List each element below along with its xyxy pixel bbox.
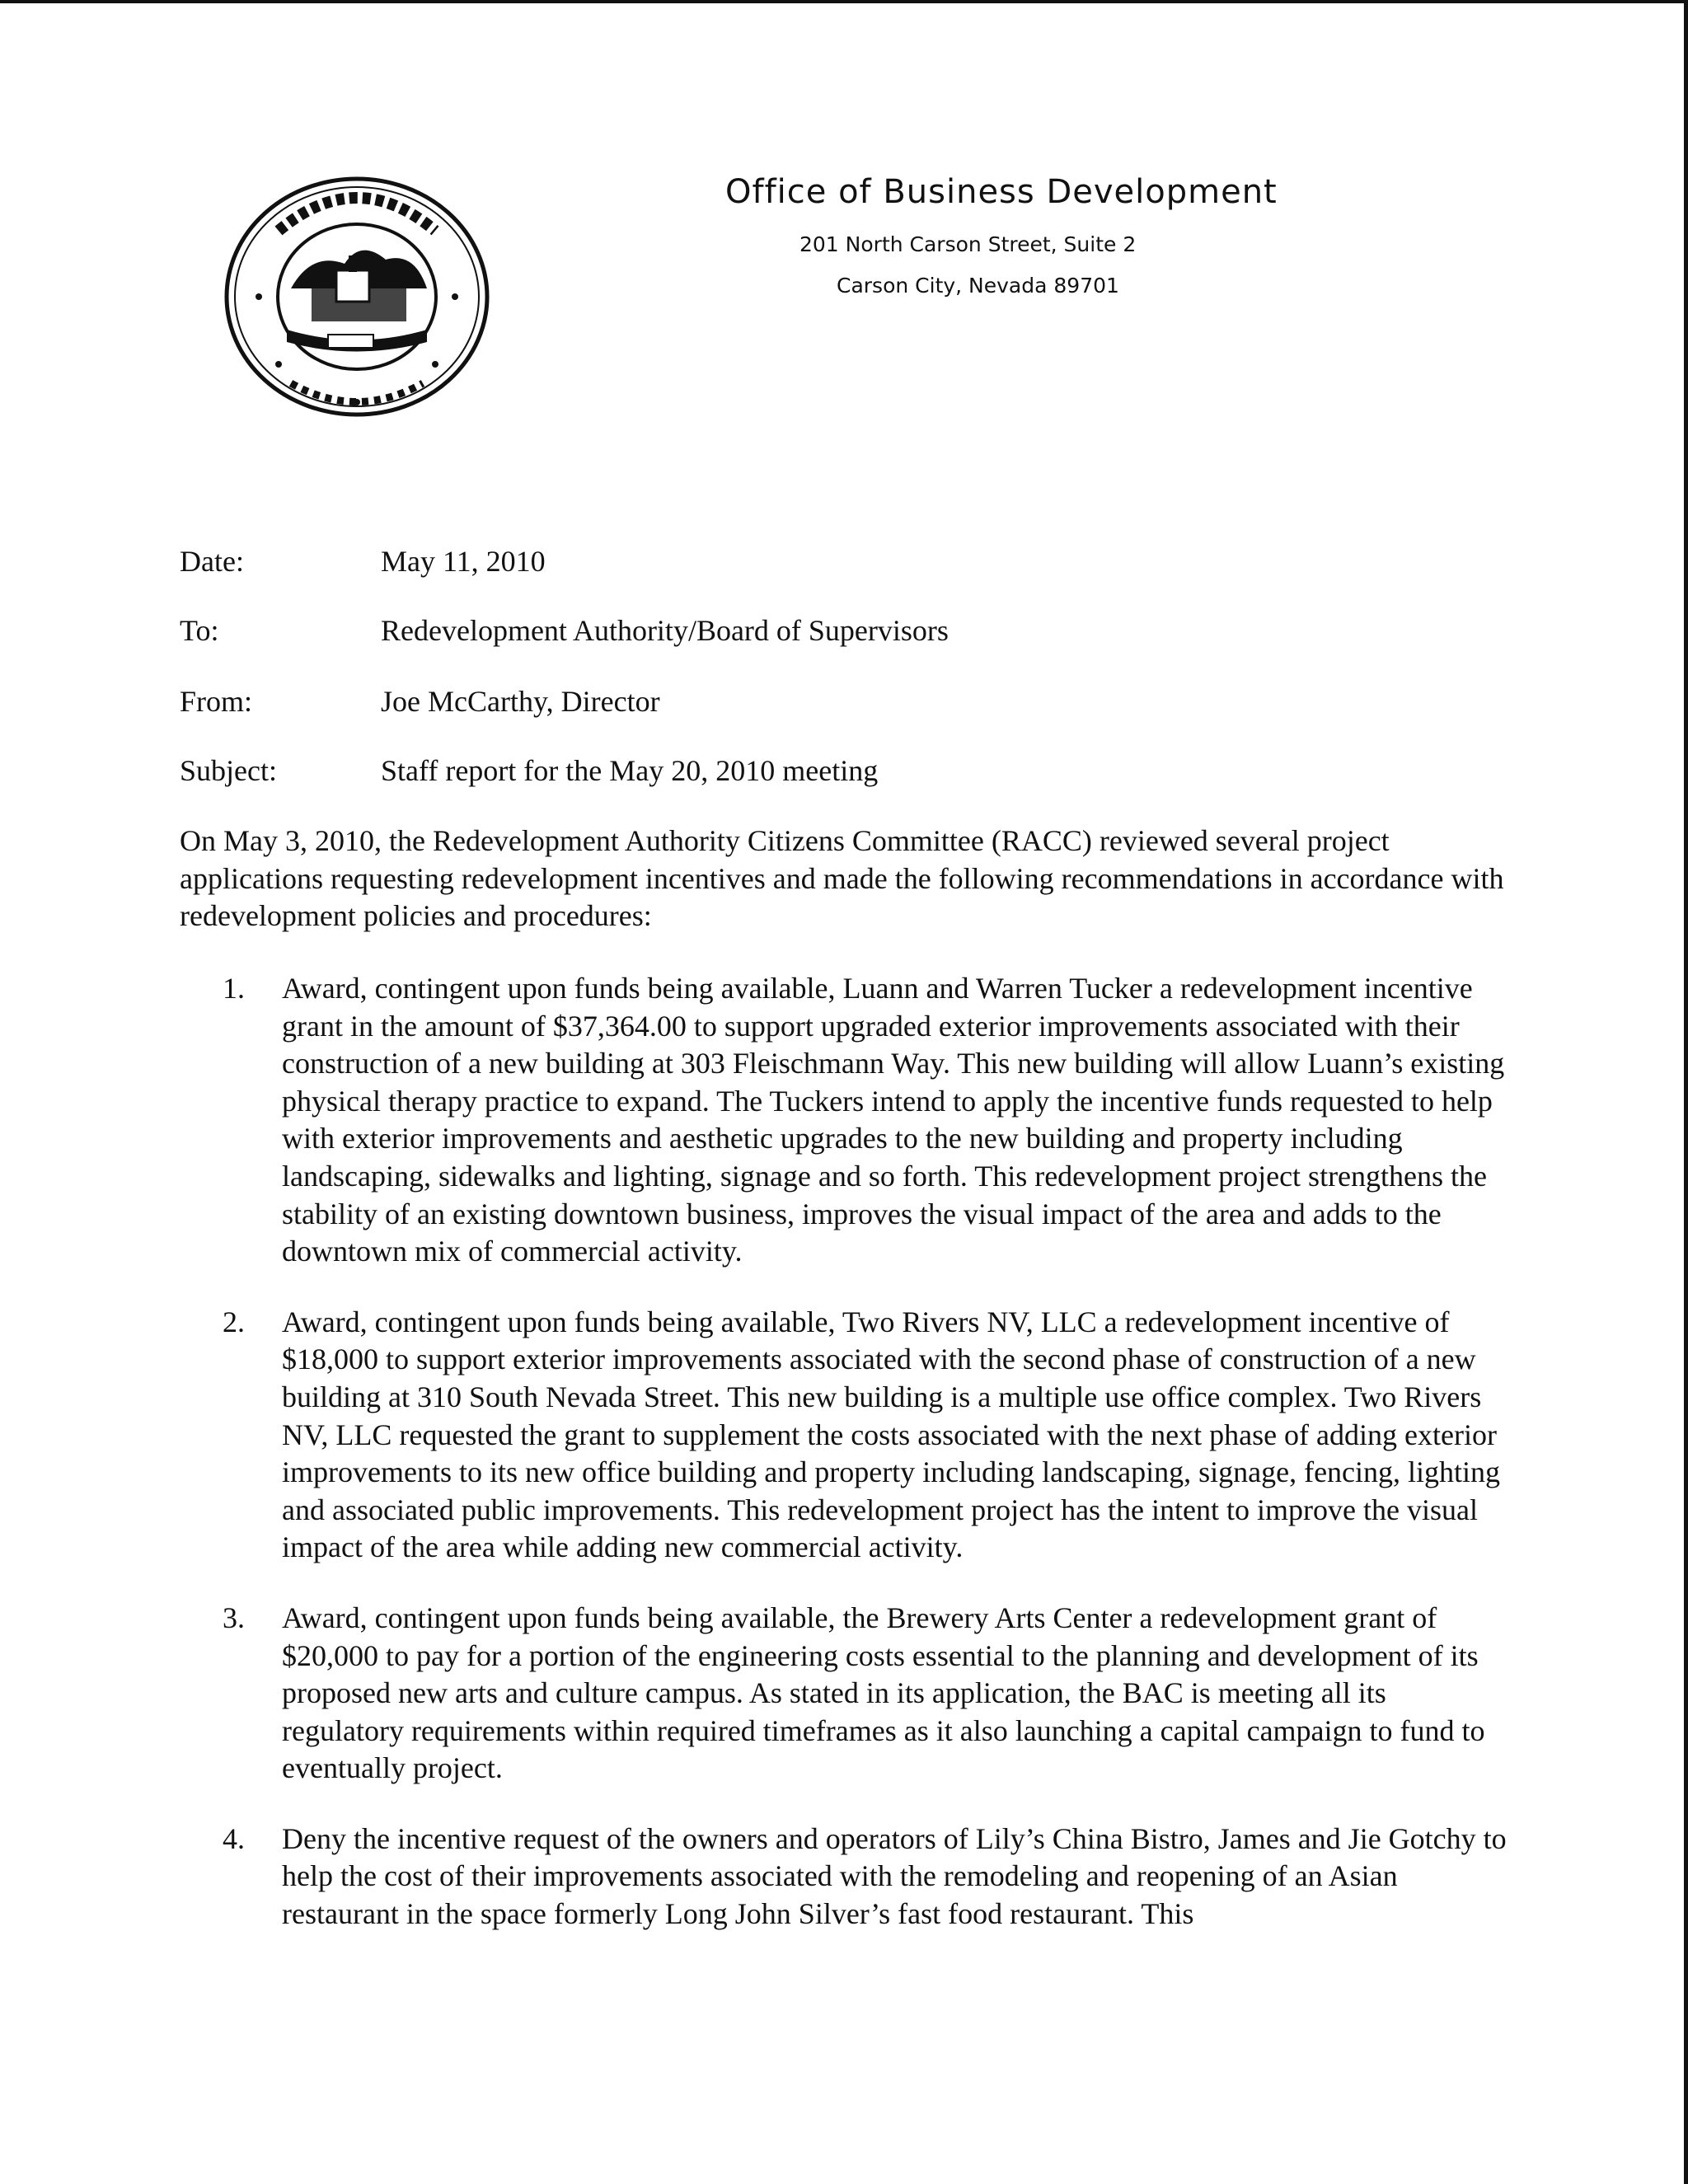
memo-subject-label: Subject:	[180, 754, 277, 787]
list-item-text: Award, contingent upon funds being available, the Brewery Arts Center a redevelopment grant of $20,000 to pay for a portion of the engineering costs essential to the planning and development of its proposed new arts and culture campus. As stated in its application, the BAC is meeting all its regulatory requirements within required timeframes as it also launching a capital campaign to fund to eventually project.	[282, 1601, 1485, 1785]
list-item	[223, 1304, 1508, 1567]
list-item-text: Deny the incentive request of the owners and operators of Lily’s China Bistro, James and Jie Gotchy to help the cost of their improvements associated with the remodeling and reopening of an Asian restaurant in the space formerly Long John Silver’s fast food restaurant. This	[282, 1821, 1507, 1931]
list-item	[223, 1600, 1508, 1788]
address-line-1: 201 North Carson Street, Suite 2	[799, 232, 1137, 256]
memo-date-label: Date:	[180, 545, 244, 578]
memo-to-value: Redevelopment Authority/Board of Supervisors	[381, 614, 949, 647]
list-item-number: 2.	[223, 1305, 245, 1338]
list-item	[223, 970, 1508, 1271]
list-item-text: Award, contingent upon funds being available, Luann and Warren Tucker a redevelopment incentive grant in the amount of $37,364.00 to support upgraded exterior improvements associated with their construction of a new building at 303 Fleischmann Way. This new building will allow Luann’s existing physical therapy practice to expand. The Tuckers intend to apply the incentive funds requested to help with exterior improvements and aesthetic upgrades to the new building and property including landscaping, sidewalks and lighting, signage and so forth. This redevelopment project strengthens the stability of an existing downtown business, improves the visual impact of the area and adds to the downtown mix of commercial activity.	[282, 972, 1505, 1268]
list-item-number: 4.	[223, 1821, 245, 1855]
memo-from-value: Joe McCarthy, Director	[381, 685, 660, 718]
memo-subject-value: Staff report for the May 20, 2010 meeting	[381, 754, 879, 787]
recommendations-list	[223, 970, 1508, 1933]
scan-border-top	[0, 0, 1688, 3]
memo-from-label: From:	[180, 685, 253, 718]
list-item-text: Award, contingent upon funds being available, Two Rivers NV, LLC a redevelopment incentive of $18,000 to support exterior improvements associated with the second phase of construction of a new building at 310 South Nevada Street. This new building is a multiple use office complex. Two Rivers NV, LLC requested the grant to supplement the costs associated with the next phase of adding exterior improvements to its new office building and property including landscaping, signage, fencing, lighting and associated public improvements. This redevelopment project has the intent to improve the visual impact of the area while adding new commercial activity.	[282, 1305, 1501, 1564]
address-line-2: Carson City, Nevada 89701	[837, 274, 1119, 298]
list-item-number: 3.	[223, 1601, 245, 1634]
memo-to-label: To:	[180, 614, 219, 647]
intro-paragraph: On May 3, 2010, the Redevelopment Authority Citizens Committee (RACC) reviewed several project applications requesting redevelopment incentives and made the following recommendations in accordance with redevelopment policies and procedures:	[180, 824, 1504, 932]
office-name: Office of Business Development	[725, 173, 1278, 211]
list-item-number: 1.	[223, 972, 245, 1005]
scan-border-right	[1684, 0, 1688, 2184]
memo-date-value: May 11, 2010	[381, 545, 546, 578]
city-seal-icon	[221, 173, 493, 420]
list-item	[223, 1821, 1508, 1933]
